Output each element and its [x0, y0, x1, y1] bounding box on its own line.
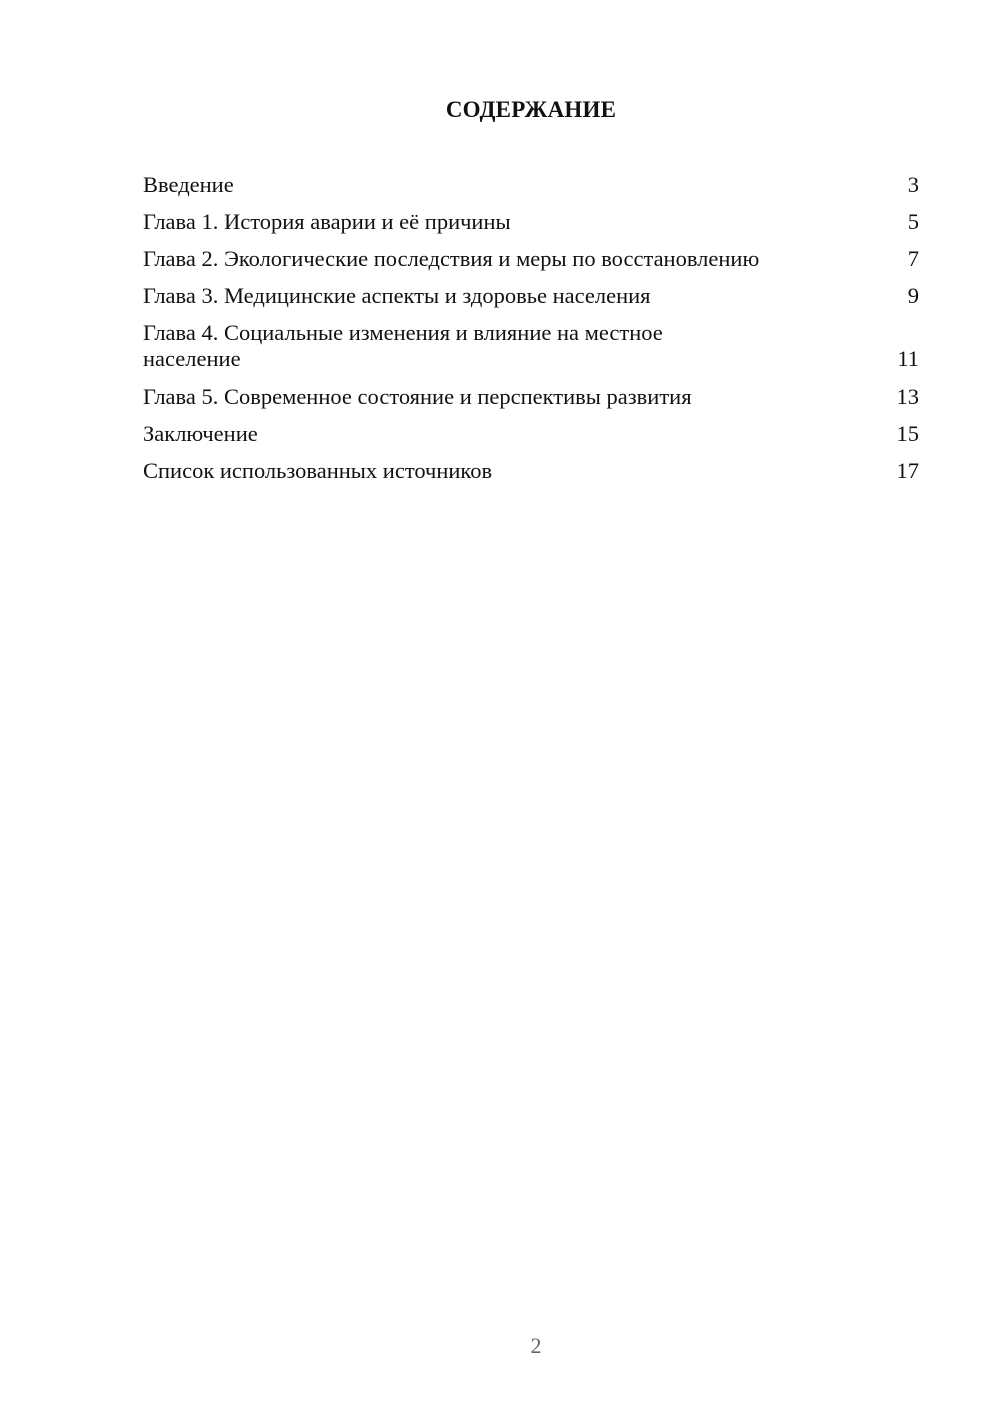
toc-entry-conclusion	[143, 421, 919, 447]
toc-entry-chapter-3	[143, 283, 919, 309]
toc-entry-text: Введение	[143, 172, 234, 197]
toc-entry-page: 3	[907, 172, 919, 197]
toc-entry-page: 9	[907, 283, 919, 308]
toc-entry-page: 13	[896, 384, 919, 409]
toc-entry-page: 17	[896, 458, 919, 483]
toc-entry-chapter-2	[143, 246, 919, 272]
table-of-contents	[143, 172, 919, 495]
toc-entry-text: Глава 3. Медицинские аспекты и здоровье населения	[143, 283, 651, 308]
toc-entry-page: 7	[907, 246, 919, 271]
toc-entry-text: Глава 4. Социальные изменения и влияние на местное население	[143, 320, 663, 371]
toc-entry-text: Глава 1. История аварии и её причины	[143, 209, 511, 234]
page-number: 2	[530, 1333, 542, 1358]
toc-entry-text: Глава 5. Современное состояние и перспективы развития	[143, 384, 692, 409]
toc-entry-introduction	[143, 172, 919, 198]
toc-entry-chapter-1	[143, 209, 919, 235]
toc-entry-page: 15	[896, 421, 919, 446]
toc-title: СОДЕРЖАНИЕ	[445, 97, 617, 122]
toc-entry-page: 5	[907, 209, 919, 234]
toc-entry-text: Глава 2. Экологические последствия и меры по восстановлению	[143, 246, 760, 271]
toc-entry-text: Заключение	[143, 421, 258, 446]
toc-entry-chapter-4	[143, 320, 919, 372]
toc-entry-references	[143, 458, 919, 484]
toc-entry-page: 11	[897, 346, 919, 371]
toc-entry-text: Список использованных источников	[143, 458, 493, 483]
toc-entry-chapter-5	[143, 384, 919, 410]
